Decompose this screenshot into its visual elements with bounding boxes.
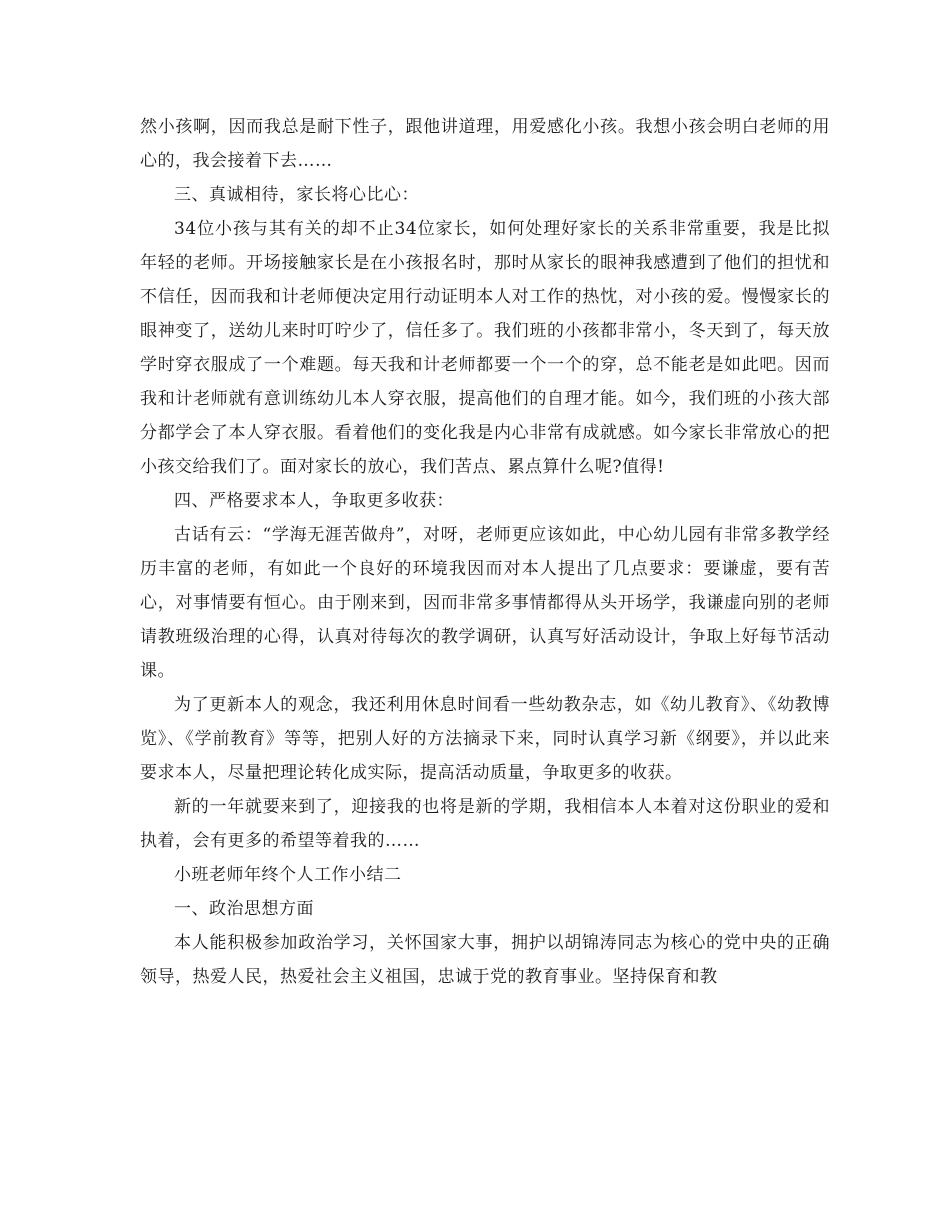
section-heading-4: 四、严格要求本人，争取更多收获： [174, 491, 454, 511]
document-body [140, 110, 830, 994]
paragraph-new-year: 新的一年就要来到了，迎接我的也将是新的学期，我相信本人本着对这份职业的爱和执着，会有更多的希望等着我的…… [140, 797, 830, 851]
paragraph-study: 为了更新本人的观念，我还利用休息时间看一些幼教杂志，如《幼儿教育》、《幼教博览》、《学前教育》等等，把别人好的方法摘录下来，同时认真学习新《纲要》，并以此来要求本人，尽量把理论转化成实际，提高活动质量，争取更多的收获。 [140, 695, 830, 783]
section-heading-3: 三、真诚相待，家长将心比心： [174, 185, 419, 205]
section-heading-1: 一、政治思想方面 [174, 899, 314, 919]
document-subtitle: 小班老师年终个人工作小结二 [174, 865, 402, 885]
paragraph-continuation: 然小孩啊，因而我总是耐下性子，跟他讲道理，用爱感化小孩。我想小孩会明白老师的用心的，我会接着下去…… [140, 117, 830, 171]
paragraph-learning: 古话有云：“学海无涯苦做舟”，对呀，老师更应该如此，中心幼儿园有非常多教学经历丰富的老师，有如此一个良好的环境我因而对本人提出了几点要求：要谦虚，要有苦心，对事情要有恒心。由于刚来到，因而非常多事情都得从头开场学，我谦虚向别的老师请教班级治理的心得，认真对待每次的教学调研，认真写好活动设计，争取上好每节活动课。 [140, 525, 830, 681]
paragraph-parents: 34位小孩与其有关的却不止34位家长，如何处理好家长的关系非常重要，我是比拟年轻的老师。开场接触家长是在小孩报名时，那时从家长的眼神我感遭到了他们的担忧和不信任，因而我和计老师便决定用行动证明本人对工作的热忱，对小孩的爱。慢慢家长的眼神变了，送幼儿来时叮咛少了，信任多了。我们班的小孩都非常小，冬天到了，每天放学时穿衣服成了一个难题。每天我和计老师都要一个一个的穿，总不能老是如此吧。因而我和计老师就有意训练幼儿本人穿衣服，提高他们的自理才能。如今，我们班的小孩大部分都学会了本人穿衣服。看着他们的变化我是内心非常有成就感。如今家长非常放心的把小孩交给我们了。面对家长的放心，我们苦点、累点算什么呢?值得! [140, 219, 830, 477]
paragraph-politics: 本人能积极参加政治学习，关怀国家大事，拥护以胡锦涛同志为核心的党中央的正确领导，热爱人民，热爱社会主义祖国，忠诚于党的教育事业。坚持保育和教 [140, 933, 830, 987]
